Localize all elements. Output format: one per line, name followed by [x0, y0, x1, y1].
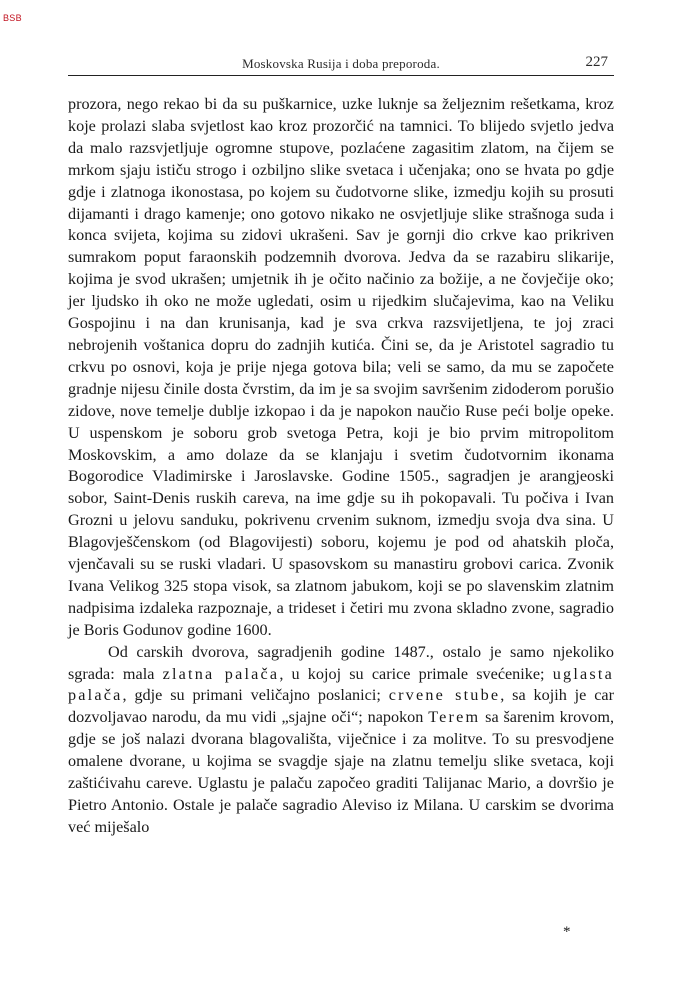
library-watermark: BSB	[3, 13, 22, 23]
emphasized-term: crvene stube	[388, 686, 501, 705]
paragraph	[68, 94, 614, 642]
header-rule	[68, 75, 614, 76]
paragraph	[68, 642, 614, 839]
text-run: Od carskih dvorova, sagradjenih godine 1487., ostalo je samo njekoliko sgrada: mala	[68, 642, 614, 683]
text-run: prozora, nego rekao bi da su puškarnice, uzke luknje sa željeznim rešetkama, kroz koje prolazi slaba svjetlost kao kroz prozorčić na tamnici. To blijedo svjetlo jedva da malo razsvjetljuje ogromne stupove, pozlaćene zagasitim zlatom, na čijem se mrkom sjaju ističu strogo i ozbiljno slike svetaca i učenjaka; ono se hvata po gdje gdje i zlatnoga ikonostasa, po kojem su čudotvorne slike, izmedju kojih su prosuti dijamanti i drago kamenje; ono gotovo nikako ne osvjetljuje slike strašnoga suda i konca svijeta, kojima su zidovi ukrašeni. Sav je gornji dio crkve kao prikriven sumrakom poput faraonskih podzemnih dvorova. Jedva da se razabiru slikarije, kojima je svod ukrašen; umjetnik ih je očito načinio za božije, a ne čovječije oko; jer ljudsko ih oko ne može ugledati, osim u rijedkim slučajevima, kao na Veliku Gospojinu i na dan krunisanja, kad je sva crkva razsvijetljena, te joj zraci nebrojenih voštanica dopru do zadnjih kutića. Čini se, da je Aristotel sagradio tu crkvu po osnovi, koja je prije njega gotova bila; veli se samo, da mu se započete gradnje nijesu činile dosta čvrstim, da im je sa svojim savršenim zidoderom porušio zidove, nove temelje dublje izkopao i da je napokon naučio Ruse peći bolje opeke. U uspenskom je soboru grob svetoga Petra, koji je bio prvim mitropolitom Moskovskim, a amo dolaze da se klanjaju i svetim čudotvornim ikonama Bogorodice Vladimirske i Jaroslavske. Godine 1505., sagradjen je arangjeoski sobor, Saint-Denis ruskih careva, na ime gdje su ih pokopavali. Tu počiva i Ivan Grozni u jelovu sanduku, pokrivenu crvenim suknom, izmedju svoja dva sina. U Blagovješčenskom (od Blagovijesti) soboru, kojemu je pod od ahatskih ploča, vjenčavali su se ruski vladari. U spasovskom su manastiru grobovi carica. Zvonik Ivana Velikog 325 stopa visok, sa zlatnom jabukom, koji se po slavenskim zlatnim nadpisima izdaleka razpoznaje, a trideset i četiri mu zvona skladno zvone, sagradio je Boris Godunov godine 1600.	[68, 95, 614, 639]
running-head	[68, 56, 614, 76]
body-text	[68, 94, 614, 839]
running-title: Moskovska Rusija i doba preporoda.	[242, 56, 440, 71]
text-run: sa šarenim krovom, gdje se još nalazi dvorana blagovališta, viječnice i za molitve. To su presvodjene omalene dvorane, u kojima se svagdje sjaje na zlatnu temelju slike svetaca, koji zaštićivahu careve. Uglastu je palaču započeo graditi Talijanac Mario, a dovršio je Pietro Antonio. Ostale je palače sagradio Aleviso iz Milana. U carskim se dvorima već miješalo	[68, 708, 614, 836]
page-number: 227	[585, 54, 608, 70]
emphasized-term: uglasta palača	[68, 664, 614, 705]
text-run: , gdje su primani veličajno poslanici;	[122, 686, 389, 705]
emphasized-term: zlatna palača	[162, 664, 280, 683]
text-run: , u kojoj su carice primale svećenike;	[279, 664, 553, 683]
emphasized-term: Terem	[428, 708, 481, 727]
text-run: , sa kojih je car dozvoljavao narodu, da mu vidi „sjajne oči“; napokon	[68, 686, 614, 727]
signature-mark: *	[563, 924, 571, 940]
